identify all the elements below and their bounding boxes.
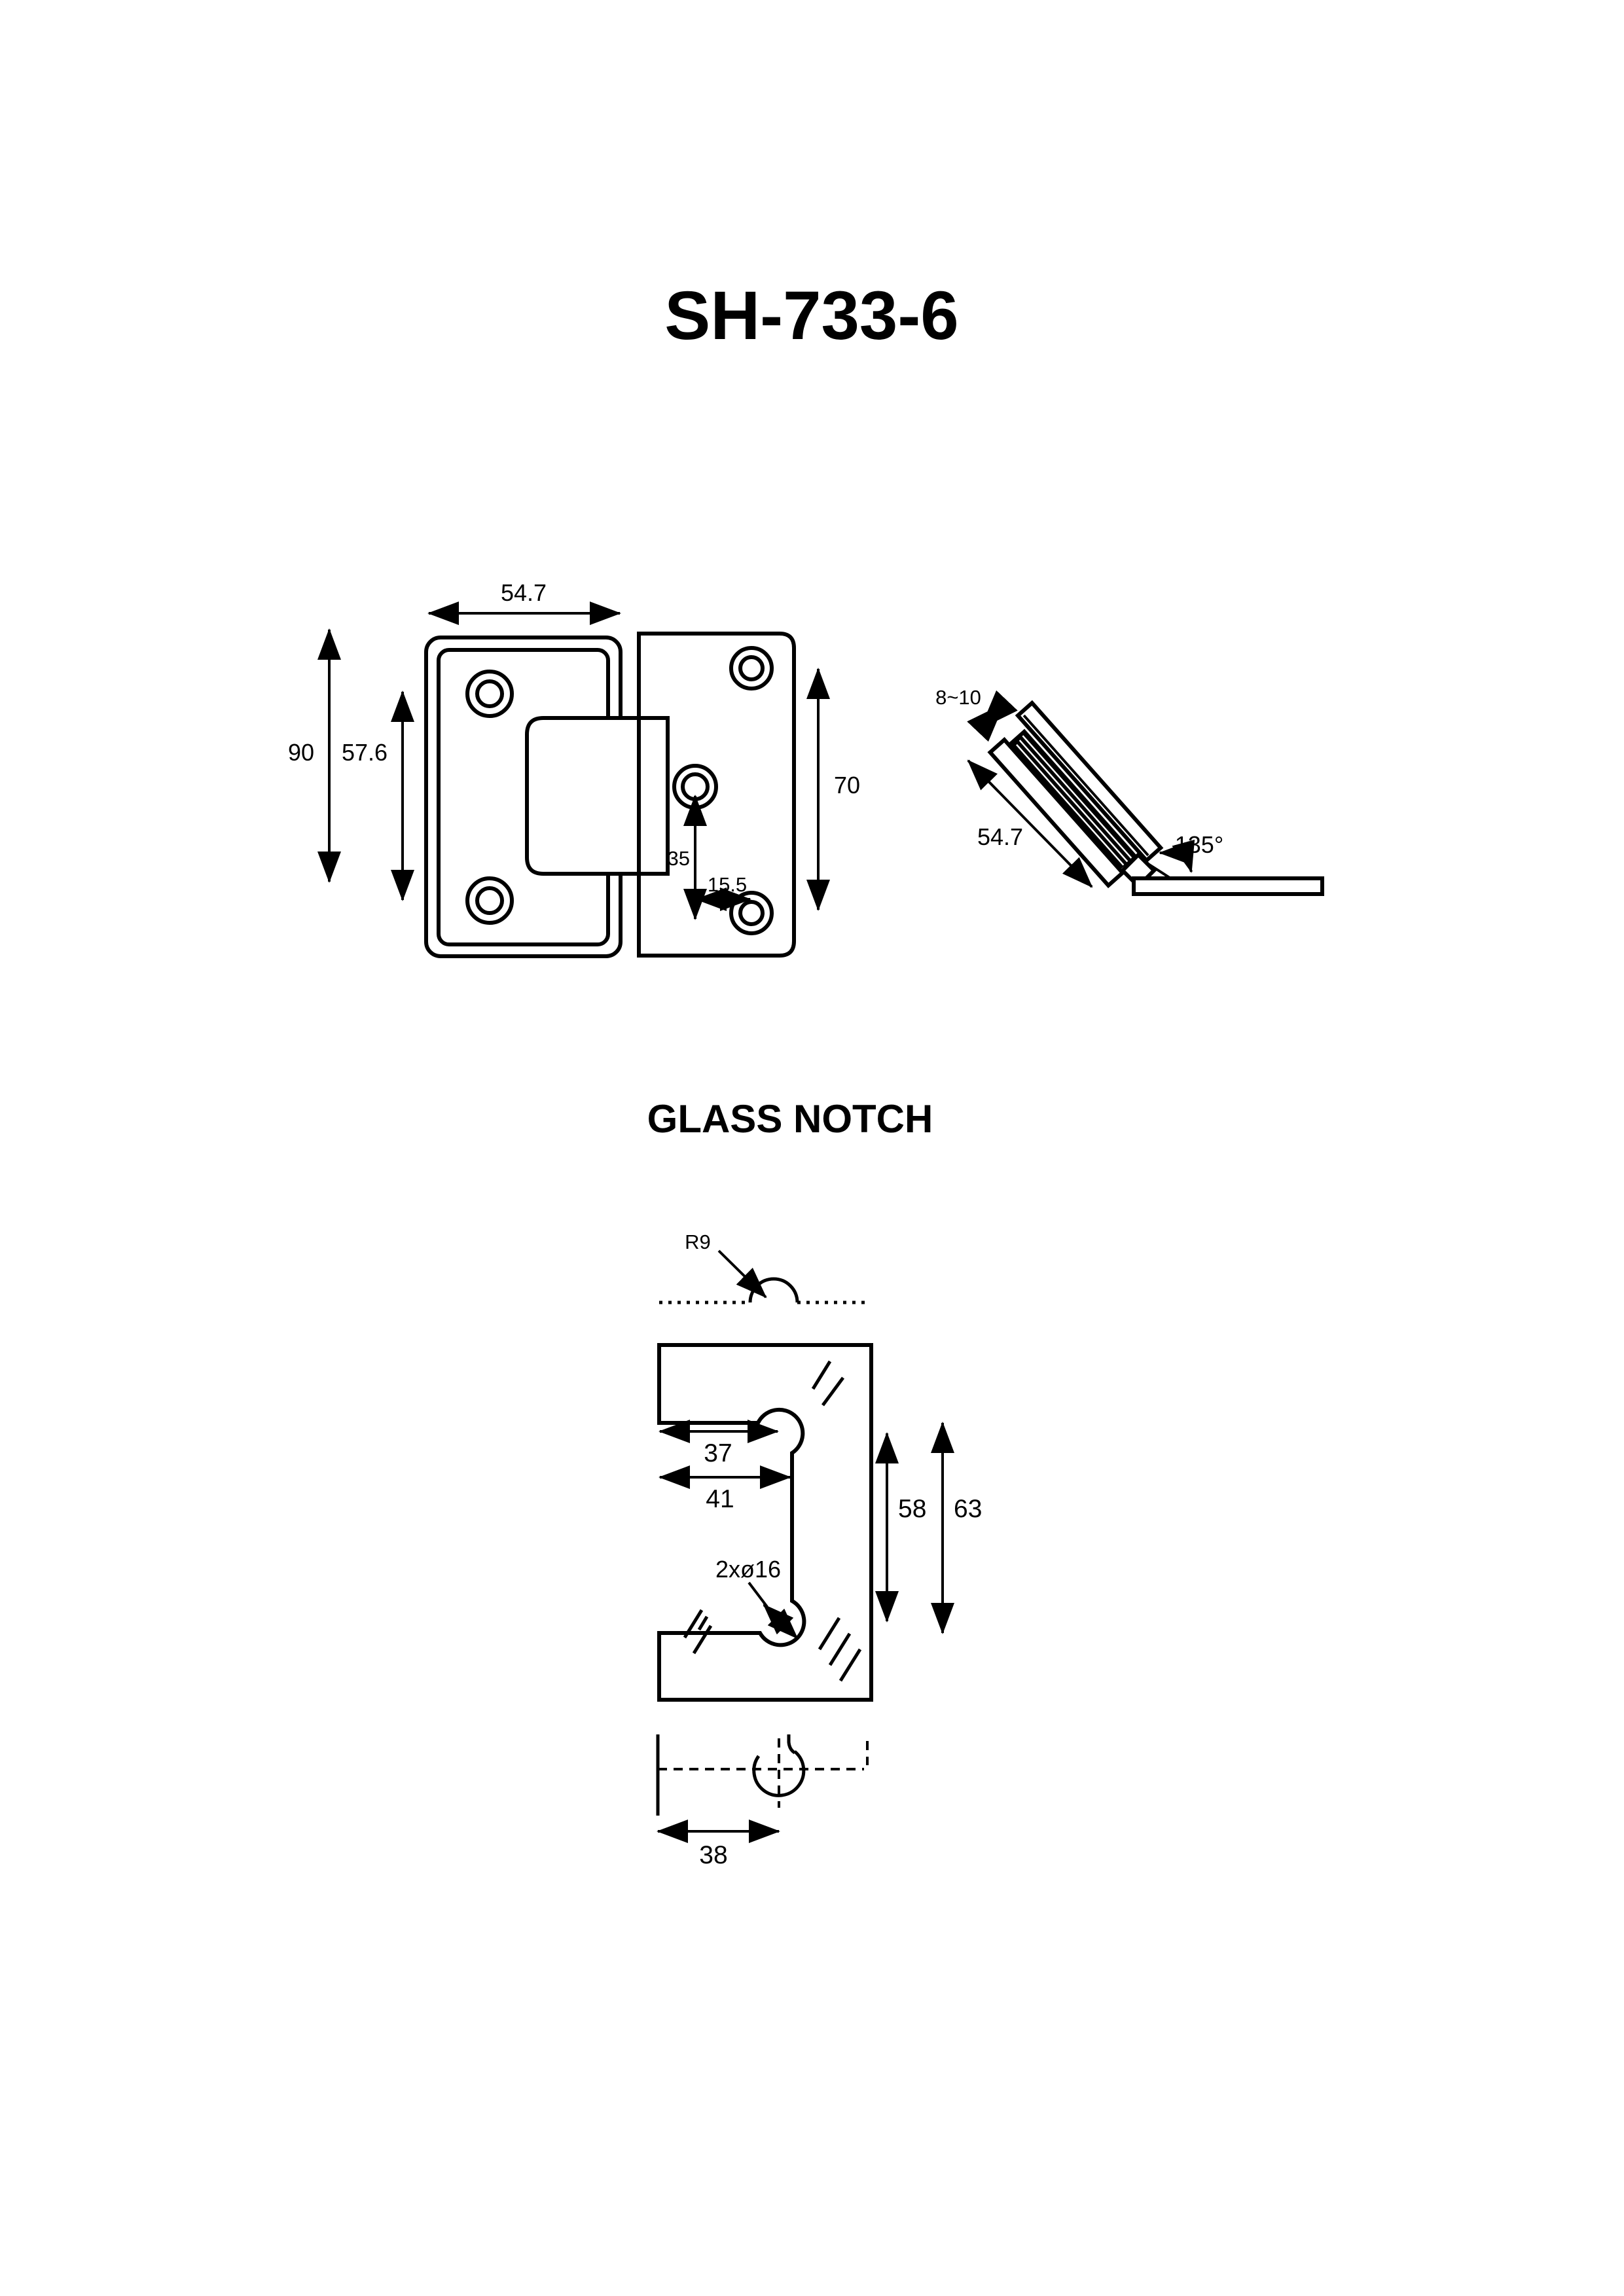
glass-panel-outline [659,1345,871,1700]
screw-hole-top-right [731,648,772,689]
dim-plate-width: 54.7 [500,579,547,606]
dim-hole-spacing: 58 [898,1495,927,1523]
dim-hole-from-edge: 38 [699,1841,728,1869]
side-view [935,686,1322,894]
dim-center-horizontal: 15.5 [707,873,748,896]
dim-corner-radius: R9 [685,1230,711,1253]
dim-notch-height: 63 [954,1495,983,1523]
dim-arrow-glass-thickness [981,704,1003,728]
hole-diameter-arrow [764,1605,797,1638]
radius-bump-arc [750,1279,797,1302]
screw-hole-top-left [467,672,512,716]
page-title: SH-733-6 [664,278,959,354]
dim-notch-depth: 41 [706,1485,734,1513]
dim-center-vertical: 35 [667,847,690,870]
dim-opening-angle: 135° [1174,831,1224,858]
glass-notch-view [659,1230,982,1700]
edge-section-view [658,1734,867,1869]
radius-leader-arrow [719,1251,766,1297]
hinge-knuckle [527,718,668,874]
dim-hole-spec: 2xø16 [715,1556,782,1583]
screw-hole-bottom-left [467,878,512,923]
glass-bar [1134,878,1322,894]
front-view [288,579,860,956]
dim-slot-depth: 37 [704,1439,732,1467]
dim-plate-length: 54.7 [977,823,1024,850]
dim-glass-thickness: 8~10 [935,686,981,709]
hole-leader-line [749,1583,767,1607]
dim-overall-height: 90 [287,739,315,766]
dim-right-hole-spacing: 70 [834,772,861,798]
dim-left-hole-spacing: 57.6 [341,739,388,766]
section-title: GLASS NOTCH [647,1097,933,1141]
